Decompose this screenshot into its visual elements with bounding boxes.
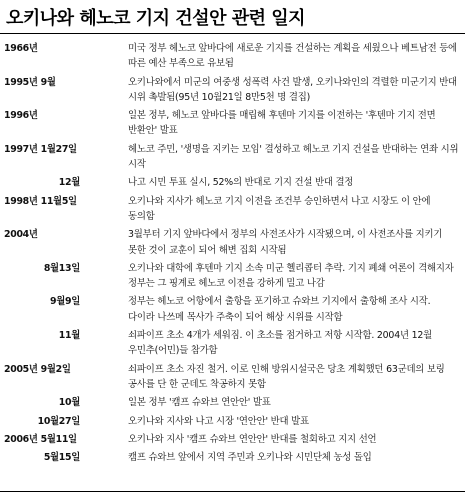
entry-text: 캠프 슈와브 앞에서 지역 주민과 오키나와 시민단체 농성 돌입 [128,452,372,464]
timeline-entry [0,362,465,393]
timeline-entry [0,108,465,139]
timeline-entry [0,294,465,325]
entry-text: 오키나와 지사와 나고 시장 '연안안' 반대 발표 [128,415,309,427]
entry-date: 2005년 9월2일 [4,363,71,375]
timeline-entry [0,450,465,465]
entry-date: 1996년 [4,110,38,122]
timeline-entry [0,142,465,173]
entry-date: 5월15일 [43,452,80,464]
entry-date: 11월 [58,330,80,342]
timeline-entry [0,175,465,190]
timeline-entry [0,395,465,410]
timeline-entry [0,432,465,447]
timeline-list [0,41,465,468]
timeline-entry [0,227,465,258]
entry-text: 헤노코 주민, '생명을 지키는 모임' 결성하고 헤노코 기지 건설을 반대하는 연좌 시위 시작 [128,143,459,171]
entry-date: 12월 [58,177,80,189]
entry-text: 일본 정부, 헤노코 앞바다를 매립해 후텐마 기지를 이전하는 '후텐마 기지 전면 반환안' 발표 [128,110,436,137]
entry-date: 2006년 5월11일 [4,433,77,445]
entry-date: 2004년 [4,229,38,241]
entry-text: 3월부터 기지 앞바다에서 정부의 사전조사가 시작됐으며, 이 사전조사를 지키기 못한 것이 교훈이 되어 해변 집회 시작됨 [128,229,443,256]
entry-date: 8월13일 [43,262,80,274]
entry-date: 1966년 [4,43,38,54]
timeline-entry [0,328,465,359]
entry-date: 1997년 1월27일 [4,143,77,155]
entry-date: 1998년 11월5일 [4,195,77,207]
timeline-entry [0,194,465,225]
entry-text: 쇠파이프 초소 4개가 세워짐. 이 초소를 점거하고 저항 시작함. 2004년 12월 우민추(어민)들 참가함 [128,330,432,357]
entry-text: 오키나와에서 미군의 여중생 성폭력 사건 발생, 오키나와인의 격렬한 미군기지 반대 시위 촉발됨(95년 10월21일 8만5천 명 결집) [128,76,457,103]
entry-date: 10월 [58,397,80,409]
entry-text: 나고 시민 투표 실시, 52%의 반대로 기지 건설 반대 결정 [128,177,354,189]
entry-text: 쇠파이프 초소 자진 철거. 이로 인해 방위시설국은 당초 계획했던 63군데의 보링 공사를 단 한 군데도 착공하지 못함 [128,363,445,390]
entry-text: 미국 정부 헤노코 앞바다에 새로운 기지를 건설하는 계획을 세웠으나 베트남전 등에 따른 예산 부족으로 유보됨 [128,43,457,70]
title-divider [0,33,465,34]
timeline-entry [0,41,465,72]
timeline-entry [0,261,465,292]
entry-text: 정부는 헤노코 어항에서 출항을 포기하고 슈와브 기지에서 출항해 조사 시작. 다이라 나쓰메 목사가 주축이 되어 해상 시위를 시작함 [128,296,431,323]
document-title: 오키나와 헤노코 기지 건설안 관련 일지 [6,8,306,29]
timeline-entry [0,414,465,429]
entry-date: 10월27일 [37,415,80,427]
entry-text: 오키나와 지사가 헤노코 기지 이전을 조건부 승인하면서 나고 시장도 이 안에 동의함 [128,195,431,222]
entry-text: 오키나와 대학에 후텐마 기지 소속 미군 헬리콥터 추락. 기지 폐쇄 여론이 격해지자 정부는 그 핑계로 헤노코 이전을 강하게 밀고 나감 [128,262,454,290]
bottom-divider [0,491,465,492]
entry-date: 1995년 9월 [4,76,56,88]
entry-text: 오키나와 지사 '캠프 슈와브 연안안' 반대를 철회하고 지지 선언 [128,433,377,445]
entry-date: 9월9일 [50,296,80,308]
entry-text: 일본 정부 '캠프 슈와브 연안안' 발표 [128,397,271,409]
timeline-entry [0,75,465,106]
